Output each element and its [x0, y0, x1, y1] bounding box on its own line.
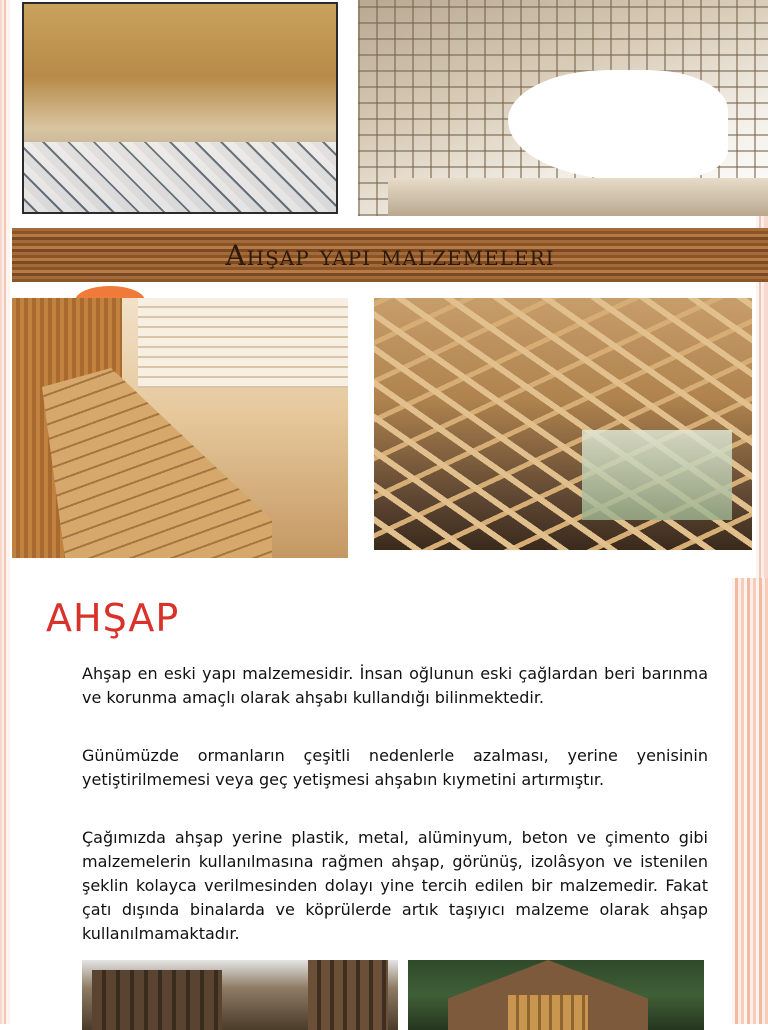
photo-wooden-roof-truss [374, 298, 752, 550]
paragraph-2: Günümüzde ormanların çeşitli nedenlerle azalması, yerine yenisinin yetiştirilmemesi veya geç yetişmesi ahşabın kıymetini artırmıştır. [82, 746, 708, 789]
photo-wooden-staircase [12, 298, 348, 558]
city-buildings [388, 178, 768, 216]
photo-tree-columns-interior [22, 2, 338, 214]
photo-floor-pattern [24, 142, 336, 212]
curved-wooden-stairs [42, 368, 272, 558]
decorative-edge-left [0, 578, 10, 1024]
photo-traditional-wooden-houses [82, 960, 398, 1030]
wood-title-bar [12, 228, 768, 282]
photo-wooden-chalet [408, 960, 704, 1030]
chalet-roof [448, 960, 648, 1030]
glass-window [582, 430, 732, 520]
section-heading: AHŞAP [46, 596, 180, 640]
decorative-edge-left [0, 0, 10, 578]
paragraph-3: Çağımızda ahşap yerine plastik, metal, alüminyum, beton ve çimento gibi malzemelerin kullanılmasına rağmen ahşap, görünüş, izolâsyon ve istenilen şeklin kolayca verilmesinden dolayı yine tercih edilen bir malzemedir. Fakat çatı dışında binalarda ve köprülerde artık taşıyıcı malzeme olarak ahşap kullanılmamaktadır. [82, 828, 708, 943]
slide-title: Ahşap yapı malzemeleri [225, 238, 555, 272]
decorative-edge-right [732, 578, 768, 1024]
paragraph-1: Ahşap en eski yapı malzemesidir. İnsan oğlunun eski çağlardan beri barınma ve korunma amaçlı olarak ahşabı kullandığı bilinmektedir. [82, 664, 708, 707]
slatted-ceiling [138, 298, 348, 388]
wooden-house-right [308, 960, 388, 1030]
wooden-house-left [92, 970, 222, 1030]
photo-lattice-parasol-structure [358, 0, 768, 216]
slide-bottom [0, 578, 768, 1024]
